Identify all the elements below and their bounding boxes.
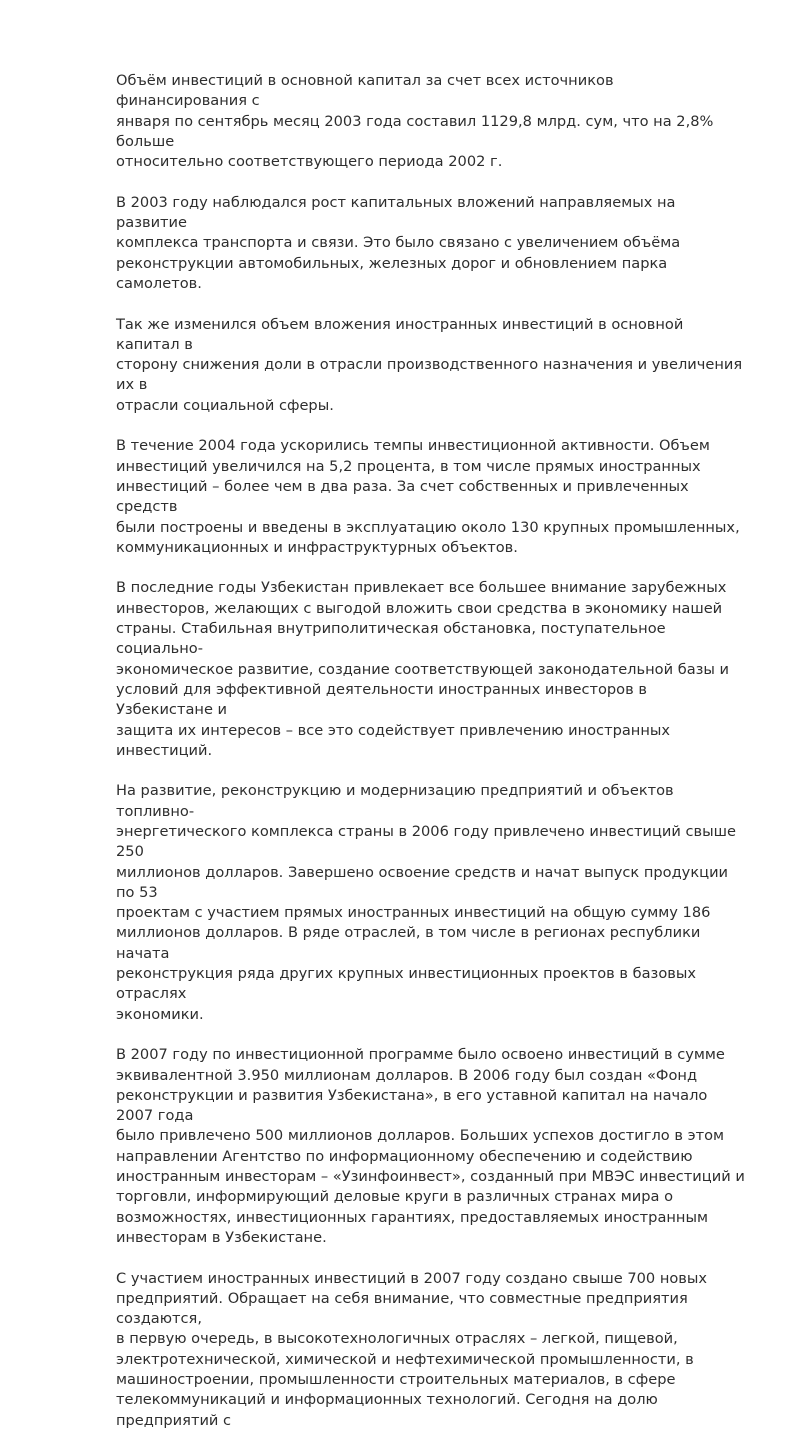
paragraph-foreign-investment-shift: Так же изменился объем вложения иностранных инвестиций в основной капитал в сторону снижения доли в отрасли производственного назначения и увеличения их в отрасли социальной сферы. <box>116 315 743 414</box>
document-body <box>116 71 746 1451</box>
paragraph-transport-communications: В 2003 году наблюдался рост капитальных вложений направляемых на развитие комплекса транспорта и связи. Это было связано с увеличением объёма реконструкции автомобильных, железных дорог и обновлением парка самолетов. <box>116 193 681 292</box>
paragraph-foreign-investor-interest: В последние годы Узбекистан привлекает все большее внимание зарубежных инвесторов, желающих с выгодой вложить свои средства в экономику нашей страны. Стабильная внутриполитическая обстановка, поступательное социально- экономическое развитие, создание соответствующей законодательной базы и условий для эффективной деятельности иностранных инвесторов в Узбекистане и защита их интересов – все это содействует привлечению иностранных инвестиций. <box>116 579 730 759</box>
paragraph-joint-ventures-2007: С участием иностранных инвестиций в 2007 году создано свыше 700 новых предприятий. Обращает на себя внимание, что совместные предприятия создаются, в первую очередь, в высокотехнологичных отраслях – легкой, пищевой, электротехнической, химической и нефтехимической промышленности, в машиностроении, промышленности строительных материалов, в сфере телекоммуникаций и информационных технологий. Сегодня на долю предприятий с <box>116 1269 708 1429</box>
paragraph-investment-activity-2004: В течение 2004 года ускорились темпы инвестиционной активности. Объем инвестиций увеличился на 5,2 процента, в том числе прямых иностранных инвестиций – более чем в два раза. За счет собственных и привлеченных средств были построены и введены в эксплуатацию около 130 крупных промышленных, коммуникационных и инфраструктурных объектов. <box>116 437 740 556</box>
paragraph-investment-program-2007: В 2007 году по инвестиционной программе было освоено инвестиций в сумме эквивалентной 3.950 миллионам долларов. В 2006 году был создан «Фонд реконструкции и развития Узбекистана», в его уставной капитал на начало 2007 года было привлечено 500 миллионов долларов. Больших успехов достигло в этом направлении Агентство по информационному обеспечению и содействию иностранным инвесторам – «Узинфоинвест», созданный при МВЭС инвестиций и торговли, информирующий деловые круги в различных странах мира о возможностях, инвестиционных гарантиях, предоставляемых иностранным инвесторам в Узбекистане. <box>116 1046 745 1246</box>
paragraph-investment-volume-2003: Объём инвестиций в основной капитал за счет всех источников финансирования с января по сентябрь месяц 2003 года составил 1129,8 млрд. сум, что на 2,8% больше относительно соответствующего периода 2002 г. <box>116 72 714 171</box>
paragraph-fuel-energy-complex-2006: На развитие, реконструкцию и модернизацию предприятий и объектов топливно- энергетического комплекса страны в 2006 году привлечено инвестиций свыше 250 миллионов долларов. Завершено освоение средств и начат выпуск продукции по 53 проектам с участием прямых иностранных инвестиций на общую сумму 186 миллионов долларов. В ряде отраслей, в том числе в регионах республики начата реконструкция ряда других крупных инвестиционных проектов в базовых отраслях экономики. <box>116 782 737 1023</box>
